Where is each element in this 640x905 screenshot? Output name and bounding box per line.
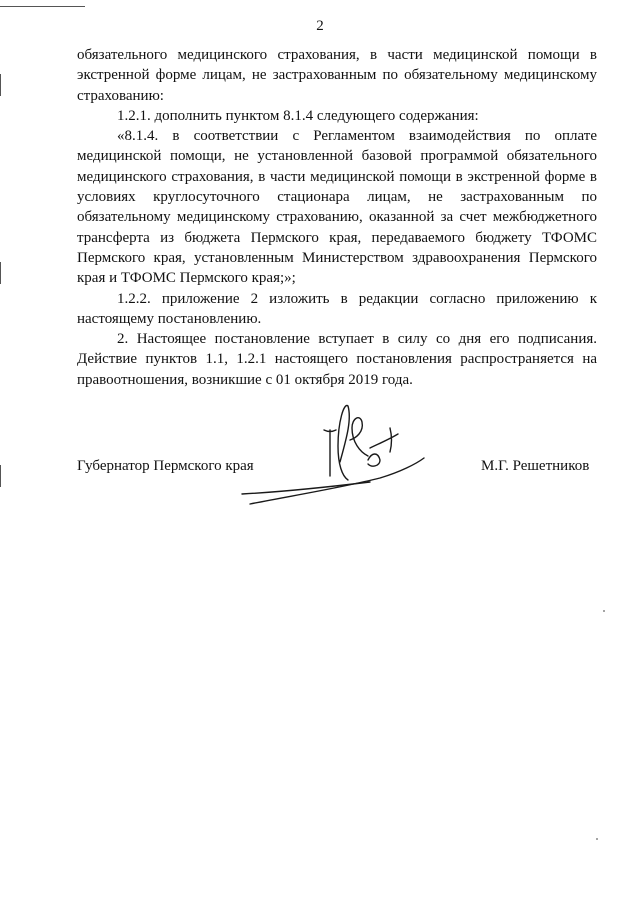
- scan-artifact-left-1: [0, 74, 1, 96]
- paragraph-continuation: обязательного медицинского страхования, в части медицинской помощи в экстренной форме лицам, не застрахованным по обязательному медицинскому страхованию:: [77, 47, 597, 104]
- scan-artifact-left-3: [0, 465, 1, 487]
- page-number: 2: [316, 18, 324, 34]
- signatory-name: М.Г. Решетников: [481, 458, 590, 474]
- document-body: [77, 45, 597, 390]
- signatory-title: Губернатор Пермского края: [77, 458, 254, 474]
- paragraph-1-2-2: 1.2.2. приложение 2 изложить в редакции согласно приложению к настоящему постановлению.: [77, 290, 597, 327]
- scan-artifact-left-2: [0, 262, 1, 284]
- paragraph-2: 2. Настоящее постановление вступает в силу со дня его подписания. Действие пунктов 1.1, 1.2.1 настоящего постановления распространяется на правоотношения, возникшие с 01 октября 2019 года.: [77, 331, 597, 388]
- paragraph-1-2-1: 1.2.1. дополнить пунктом 8.1.4 следующего содержания:: [117, 107, 479, 124]
- scan-artifact-top: [0, 6, 85, 7]
- scan-speck: [603, 610, 605, 612]
- scan-speck: [596, 838, 598, 840]
- paragraph-8-1-4: «8.1.4. в соответствии с Регламентом взаимодействия по оплате медицинской помощи, не установленной базовой программой обязательного медицинского страхования, в части медицинской помощи в экстренной форме в условиях круглосуточного стационара лицам, не застрахованным по обязательному медицинскому страхованию, оказанной за счет межбюджетного трансферта из бюджета Пермского края, передаваемого бюджету ТФОМС Пермского края, установленным Министерством здравоохранения Пермского края и ТФОМС Пермского края;»;: [77, 128, 597, 287]
- handwritten-signature: [220, 400, 430, 510]
